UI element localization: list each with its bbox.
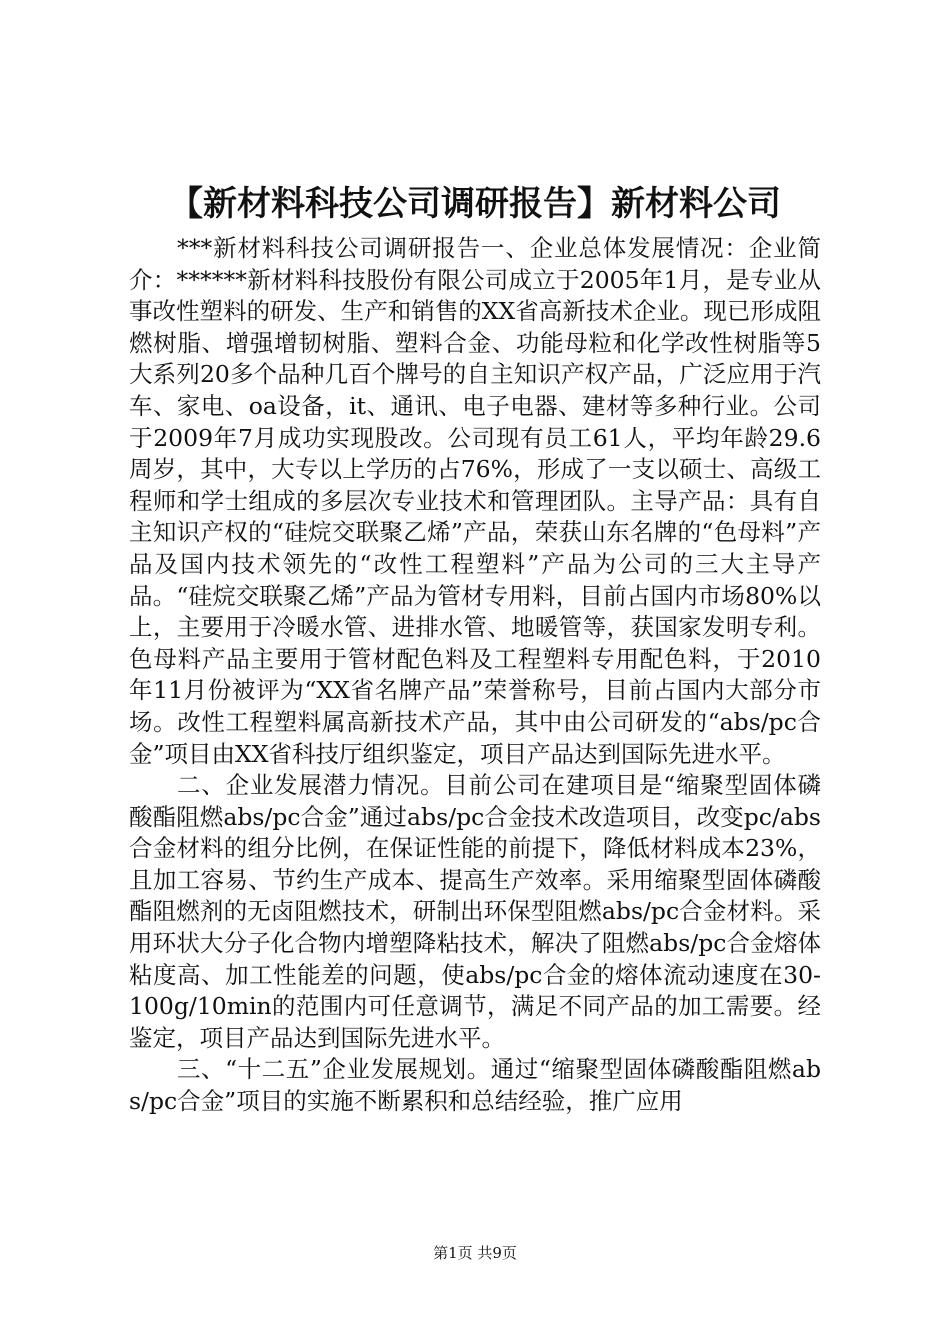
document-body xyxy=(129,233,821,1118)
paragraph-five-year-plan: 三、“十二五”企业发展规划。通过“缩聚型固体磷酸酯阻燃abs/pc合金”项目的实施不断累积和总结经验，推广应用 xyxy=(129,1055,821,1116)
paragraph-company-overview: ***新材料科技公司调研报告一、企业总体发展情况：企业简介：******新材料科技股份有限公司成立于2005年1月，是专业从事改性塑料的研发、生产和销售的XX省高新技术企业。现已形成阻燃树脂、增强增韧树脂、塑料合金、功能母粒和化学改性树脂等5大系列20多个品种几百个牌号的自主知识产权产品，广泛应用于汽车、家电、oa设备，it、通讯、电子电器、建材等多种行业。公司于2009年7月成功实现股改。公司现有员工61人，平均年龄29.6周岁，其中，大专以上学历的占76%，形成了一支以硕士、高级工程师和学士组成的多层次专业技术和管理团队。主导产品：具有自主知识产权的“硅烷交联聚乙烯”产品，荣获山东名牌的“色母料”产品及国内技术领先的“改性工程塑料”产品为公司的三大主导产品。“硅烷交联聚乙烯”产品为管材专用料，目前占国内市场80%以上，主要用于冷暖水管、进排水管、地暖管等，获国家发明专利。色母料产品主要用于管材配色料及工程塑料专用配色料，于2010年11月份被评为“XX省名牌产品”荣誉称号，目前占国内大部分市场。改性工程塑料属高新技术产品，其中由公司研发的“abs/pc合金”项目由XX省科技厅组织鉴定，项目产品达到国际先进水平。 xyxy=(129,234,821,768)
document-title: 【新材料科技公司调研报告】新材料公司 xyxy=(169,184,781,224)
paragraph-development-potential: 二、企业发展潜力情况。目前公司在建项目是“缩聚型固体磷酸酯阻燃abs/pc合金”通过abs/pc合金技术改造项目，改变pc/abs合金材料的组分比例，在保证性能的前提下，降低材料成本23%，且加工容易、节约生产成本、提高生产效率。采用缩聚型固体磷酸酯阻燃剂的无卤阻燃技术，研制出环保型阻燃abs/pc合金材料。采用环状大分子化合物内增塑降粘技术，解决了阻燃abs/pc合金熔体粘度高、加工性能差的问题，使abs/pc合金的熔体流动速度在30-100g/10min的范围内可任意调节，满足不同产品的加工需要。经鉴定，项目产品达到国际先进水平。 xyxy=(129,771,821,1052)
page-number-footer: 第1页 共9页 xyxy=(433,1244,517,1262)
